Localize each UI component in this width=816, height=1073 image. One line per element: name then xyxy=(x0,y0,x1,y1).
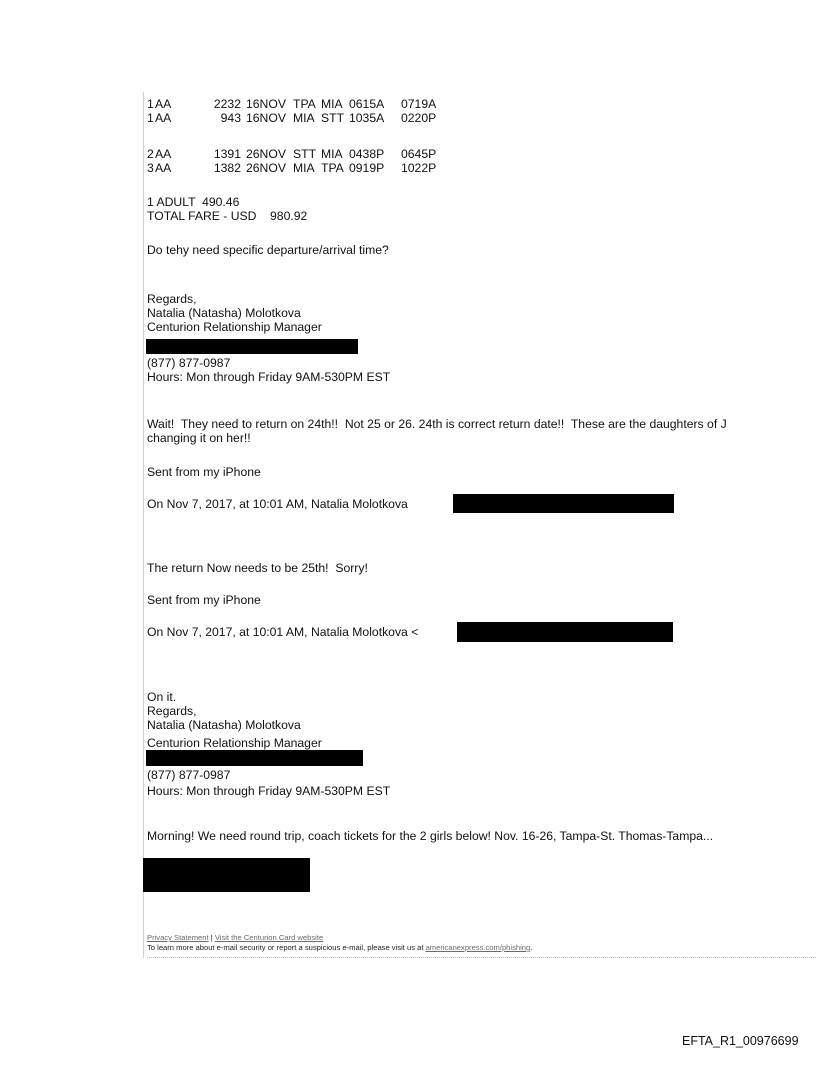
origin-airport: MIA xyxy=(293,111,315,125)
flight-number: 1391 xyxy=(213,147,241,161)
departure-time: 0438P xyxy=(349,147,385,161)
origin-airport: STT xyxy=(293,147,317,161)
flight-segment-row xyxy=(147,97,467,111)
flight-number: 2232 xyxy=(213,97,241,111)
redaction-block xyxy=(457,622,673,642)
flight-number: 943 xyxy=(220,111,241,125)
redaction-block xyxy=(146,339,358,354)
signature-phone: (877) 877-0987 xyxy=(147,768,231,782)
segment-number: 1 xyxy=(147,97,154,111)
arrival-time: 0645P xyxy=(401,147,437,161)
destination-airport: MIA xyxy=(321,97,343,111)
signature-hours: Hours: Mon through Friday 9AM-530PM EST xyxy=(147,784,391,798)
footer-divider xyxy=(147,957,816,958)
signature-title: Centurion Relationship Manager xyxy=(147,736,322,750)
carrier-code: AA xyxy=(155,111,172,125)
reply-header-prefix: On Nov 7, 2017, at 10:01 AM, Natalia Molotkova < xyxy=(147,625,419,639)
quote-bar xyxy=(143,92,144,958)
signature-name: Natalia (Natasha) Molotkova xyxy=(147,718,301,732)
message-morning: Morning! We need round trip, coach tickets for the 2 girls below! Nov. 16-26, Tampa-St. Thomas-Tampa... xyxy=(147,829,714,843)
segment-number: 3 xyxy=(147,161,154,175)
departure-time: 0919P xyxy=(349,161,385,175)
departure-time: 1035A xyxy=(349,111,385,125)
origin-airport: TPA xyxy=(293,97,316,111)
redaction-block xyxy=(453,494,674,513)
centurion-website-link[interactable]: Visit the Centurion Card website xyxy=(214,933,324,942)
origin-airport: MIA xyxy=(293,161,315,175)
departure-time: 0615A xyxy=(349,97,385,111)
segment-number: 2 xyxy=(147,147,154,161)
flight-segment-row xyxy=(147,147,467,161)
signature-regards: Regards, xyxy=(147,292,197,306)
flight-date: 16NOV xyxy=(246,97,286,111)
signature-name: Natalia (Natasha) Molotkova xyxy=(147,306,301,320)
security-text: To learn more about e-mail security or report a suspicious e-mail, please visit us at xyxy=(147,943,426,952)
footer-period: . xyxy=(530,943,533,952)
destination-airport: MIA xyxy=(321,147,343,161)
sent-from-iphone: Sent from my iPhone xyxy=(147,593,261,607)
flight-segment-row xyxy=(147,161,467,175)
question-text: Do tehy need specific departure/arrival time? xyxy=(147,243,389,257)
message-wait-line: changing it on her!! xyxy=(147,431,251,445)
arrival-time: 0220P xyxy=(401,111,437,125)
segment-number: 1 xyxy=(147,111,154,125)
flight-date: 16NOV xyxy=(246,111,286,125)
footer-separator: | xyxy=(208,933,215,942)
arrival-time: 1022P xyxy=(401,161,437,175)
signature-hours: Hours: Mon through Friday 9AM-530PM EST xyxy=(147,370,391,384)
document-id: EFTA_R1_00976699 xyxy=(682,1034,799,1048)
adult-fare: 1 ADULT 490.46 xyxy=(147,195,240,209)
reply-header-prefix: On Nov 7, 2017, at 10:01 AM, Natalia Molotkova xyxy=(147,497,412,511)
footer-links xyxy=(147,933,816,943)
phishing-link[interactable]: americanexpress.com/phishing xyxy=(425,943,531,952)
carrier-code: AA xyxy=(155,147,172,161)
arrival-time: 0719A xyxy=(401,97,437,111)
carrier-code: AA xyxy=(155,97,172,111)
flight-date: 26NOV xyxy=(246,161,286,175)
signature-regards: Regards, xyxy=(147,704,197,718)
carrier-code: AA xyxy=(155,161,172,175)
signature-title: Centurion Relationship Manager xyxy=(147,320,322,334)
signature-phone: (877) 877-0987 xyxy=(147,356,231,370)
destination-airport: STT xyxy=(321,111,345,125)
total-fare: TOTAL FARE - USD 980.92 xyxy=(147,209,308,223)
redaction-block xyxy=(143,858,310,892)
destination-airport: TPA xyxy=(321,161,344,175)
message-on-it: On it. xyxy=(147,690,177,704)
sent-from-iphone: Sent from my iPhone xyxy=(147,465,261,479)
email-footer xyxy=(147,933,816,953)
footer-security-note xyxy=(147,943,816,953)
flight-number: 1382 xyxy=(213,161,241,175)
message-return-now: The return Now needs to be 25th! Sorry! xyxy=(147,561,368,575)
redaction-block xyxy=(146,750,363,766)
privacy-statement-link[interactable]: Privacy Statement xyxy=(147,933,209,942)
flight-segment-row xyxy=(147,111,467,125)
flight-date: 26NOV xyxy=(246,147,286,161)
message-wait-line: Wait! They need to return on 24th!! Not 25 or 26. 24th is correct return date!! These are the daughters of J xyxy=(147,417,727,431)
